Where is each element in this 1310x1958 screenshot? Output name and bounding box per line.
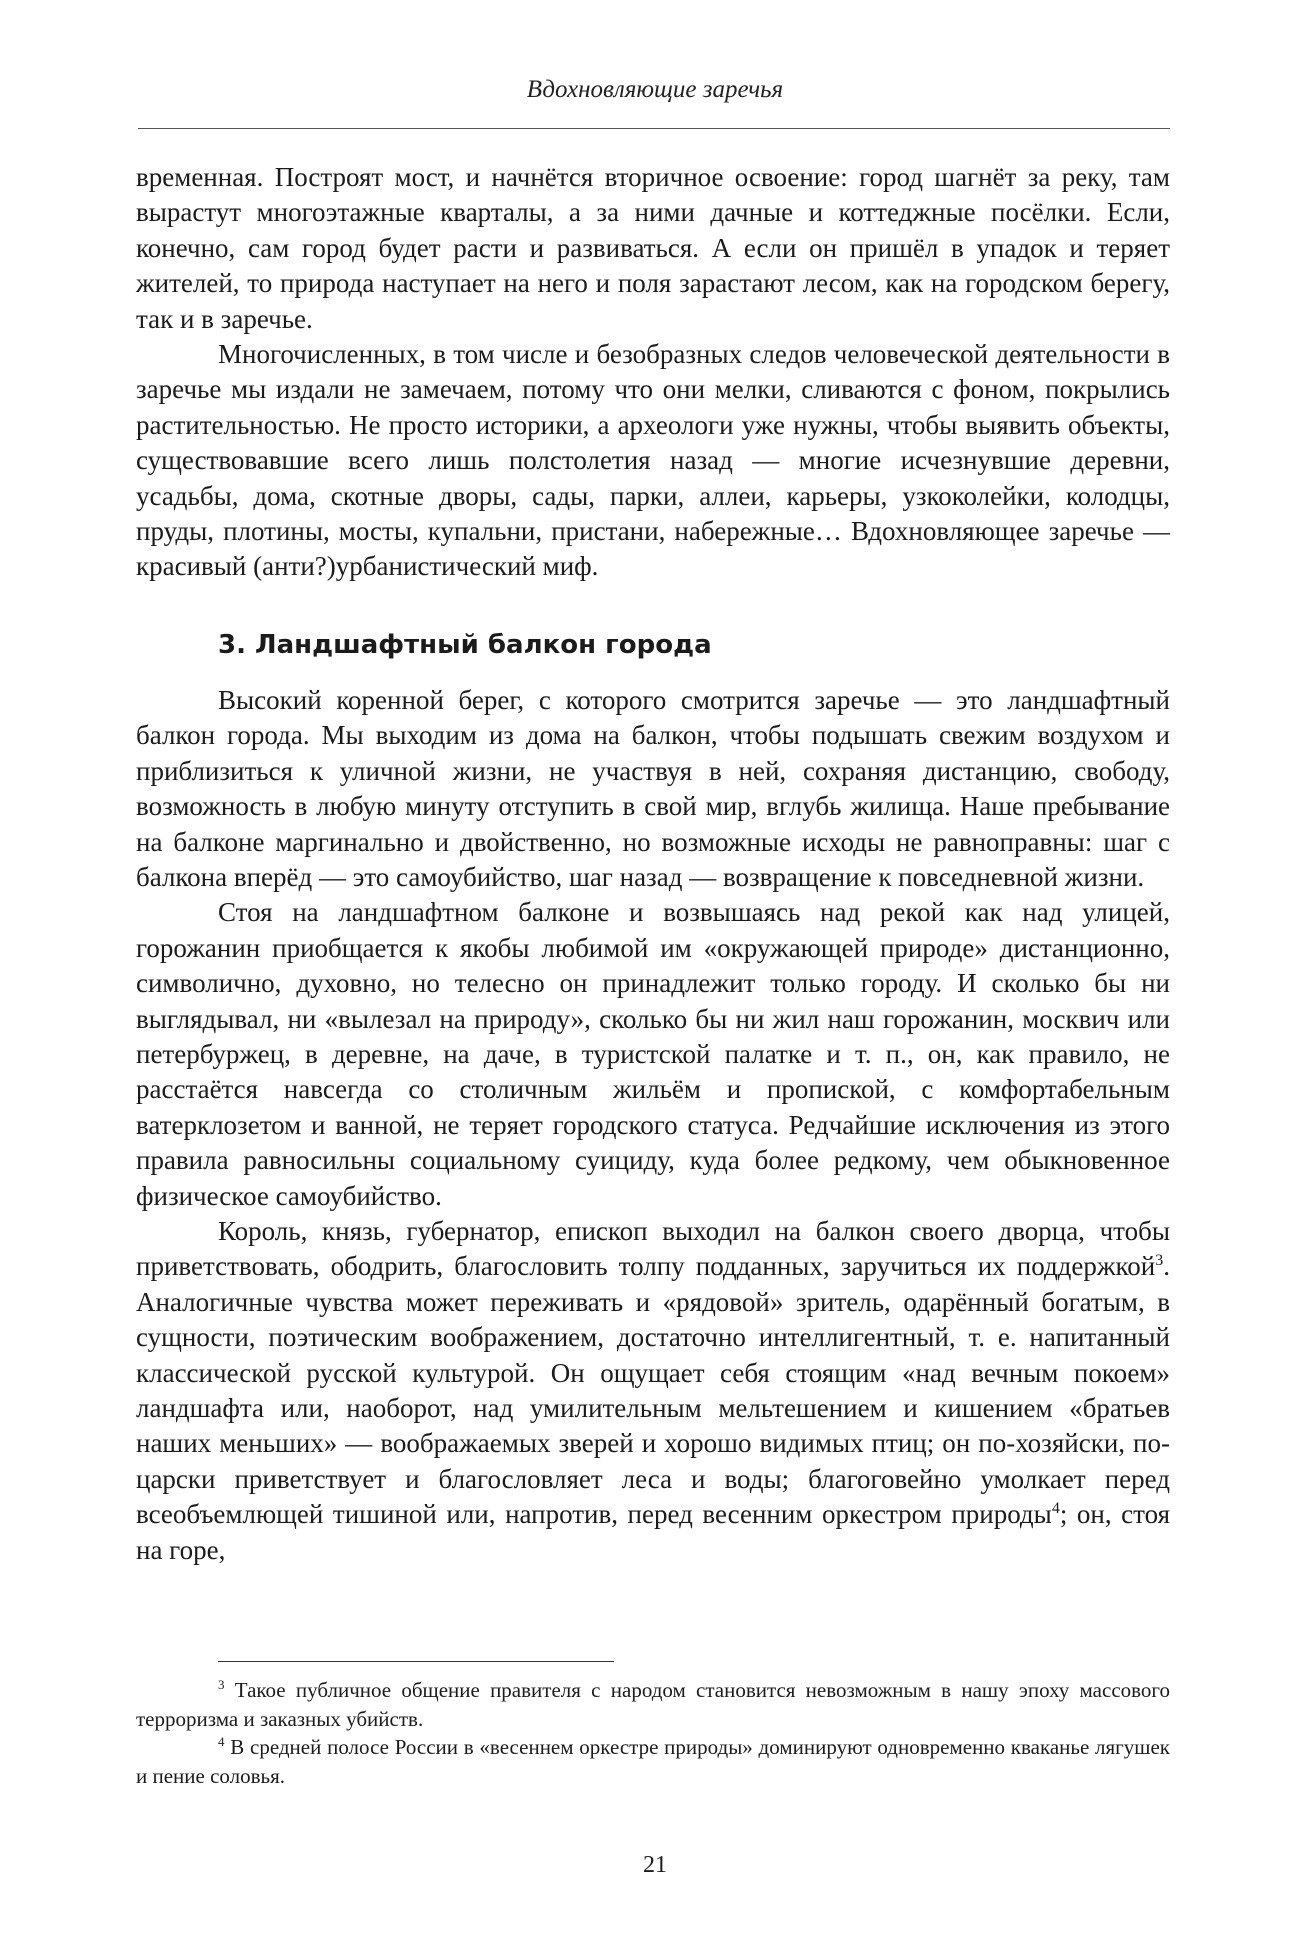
footnote-number: 4 xyxy=(218,1734,225,1749)
footnote-ref-4[interactable]: 4 xyxy=(1051,1500,1060,1518)
footnote-text: Такое публичное общение правителя с народом становится невозможным в нашу эпоху массового терроризма и заказных убийств. xyxy=(136,1678,1170,1731)
footnote-number: 3 xyxy=(218,1677,225,1692)
page-number: 21 xyxy=(643,1852,667,1878)
paragraph-5-part-3: ; он, стоя на горе, xyxy=(136,1499,1170,1565)
footnote-text: В средней полосе России в «весеннем оркестре природы» доминируют одновременно кваканье лягушек и пение соловья. xyxy=(136,1735,1170,1788)
section-heading: 3. Ландшафтный балкон города xyxy=(218,629,712,660)
paragraph-5 xyxy=(136,1214,1170,1568)
footnote-ref-3[interactable]: 3 xyxy=(1155,1252,1164,1270)
paragraph-3: Высокий коренной берег, с которого смотрится заречье — это ландшафтный балкон города. Мы выходим из дома на балкон, чтобы подышать свежим воздухом и приблизиться к уличной жизни, не участвуя в ней, сохраняя дистанцию, свободу, возможность в любую минуту отступить в свой мир, вглубь жилища. Наше пребывание на балконе маргинально и двойственно, но возможные исходы не равноправны: шаг с балкона вперёд — это самоубийство, шаг назад — возвращение к повседневной жизни. xyxy=(136,684,1170,892)
running-head: Вдохновляющие заречья xyxy=(526,76,784,103)
footnote-3 xyxy=(136,1676,1170,1733)
header-divider xyxy=(138,128,1170,129)
paragraph-1: временная. Построят мост, и начнётся вторичное освоение: город шагнёт за реку, там вырастут многоэтажные кварталы, а за ними дачные и коттеджные посёлки. Если, конечно, сам город будет расти и развиваться. А если он пришёл в упадок и теряет жителей, то природа наступает на него и поля зарастают лесом, как на городском берегу, так и в заречье. xyxy=(136,162,1170,334)
paragraph-5-part-1: Король, князь, губернатор, епископ выходил на балкон своего дворца, чтобы приветствовать, ободрить, благословить толпу подданных, заручиться их поддержкой xyxy=(136,1215,1170,1282)
paragraph-4: Стоя на ландшафтном балконе и возвышаясь над рекой как над улицей, горожанин приобщается к якобы любимой им «окружающей природе» дистанционно, символично, духовно, но телесно он принадлежит только городу. И сколько бы ни выглядывал, ни «вылезал на природу», сколько бы ни жил наш горожанин, москвич или петербуржец, в деревне, на даче, в туристской палатке и т. п., он, как правило, не расстаётся навсегда со столичным жильём и пропиской, с комфортабельным ватерклозетом и ванной, не теряет городского статуса. Редчайшие исключения из этого правила равносильны социальному суициду, куда более редкому, чем обыкновенное физическое самоубийство. xyxy=(136,897,1170,1211)
footnotes xyxy=(136,1676,1170,1790)
body-text xyxy=(136,160,1170,1568)
paragraph-2: Многочисленных, в том числе и безобразных следов человеческой деятельности в заречье мы издали не замечаем, потому что они мелки, сливаются с фоном, покрылись растительностью. Не просто историки, а археологи уже нужны, чтобы выявить объекты, существовавшие всего лишь полстолетия назад — многие исчезнувшие деревни, усадьбы, дома, скотные дворы, сады, парки, аллеи, карьеры, узкоколейки, колодцы, пруды, плотины, мосты, купальни, пристани, набережные… Вдохновляющее заречье — красивый (анти?)урбанистический миф. xyxy=(136,339,1170,582)
footnote-4 xyxy=(136,1733,1170,1790)
paragraph-5-part-2: . Аналогичные чувства может переживать и «рядовой» зритель, одарённый богатым, в сущности, поэтическим воображением, достаточно интеллигентный, т. е. напитанный классической русской культурой. Он ощущает себя стоящим «над вечным покоем» ландшафта или, наоборот, над умилительным мельтешением и кишением «братьев наших меньших» — воображаемых зверей и хорошо видимых птиц; он по-хозяйски, по-царски приветствует и благословляет леса и воды; благоговейно умолкает перед всеобъемлющей тишиной или, напротив, перед весенним оркестром природы xyxy=(136,1251,1170,1530)
footnote-divider xyxy=(218,1661,614,1662)
